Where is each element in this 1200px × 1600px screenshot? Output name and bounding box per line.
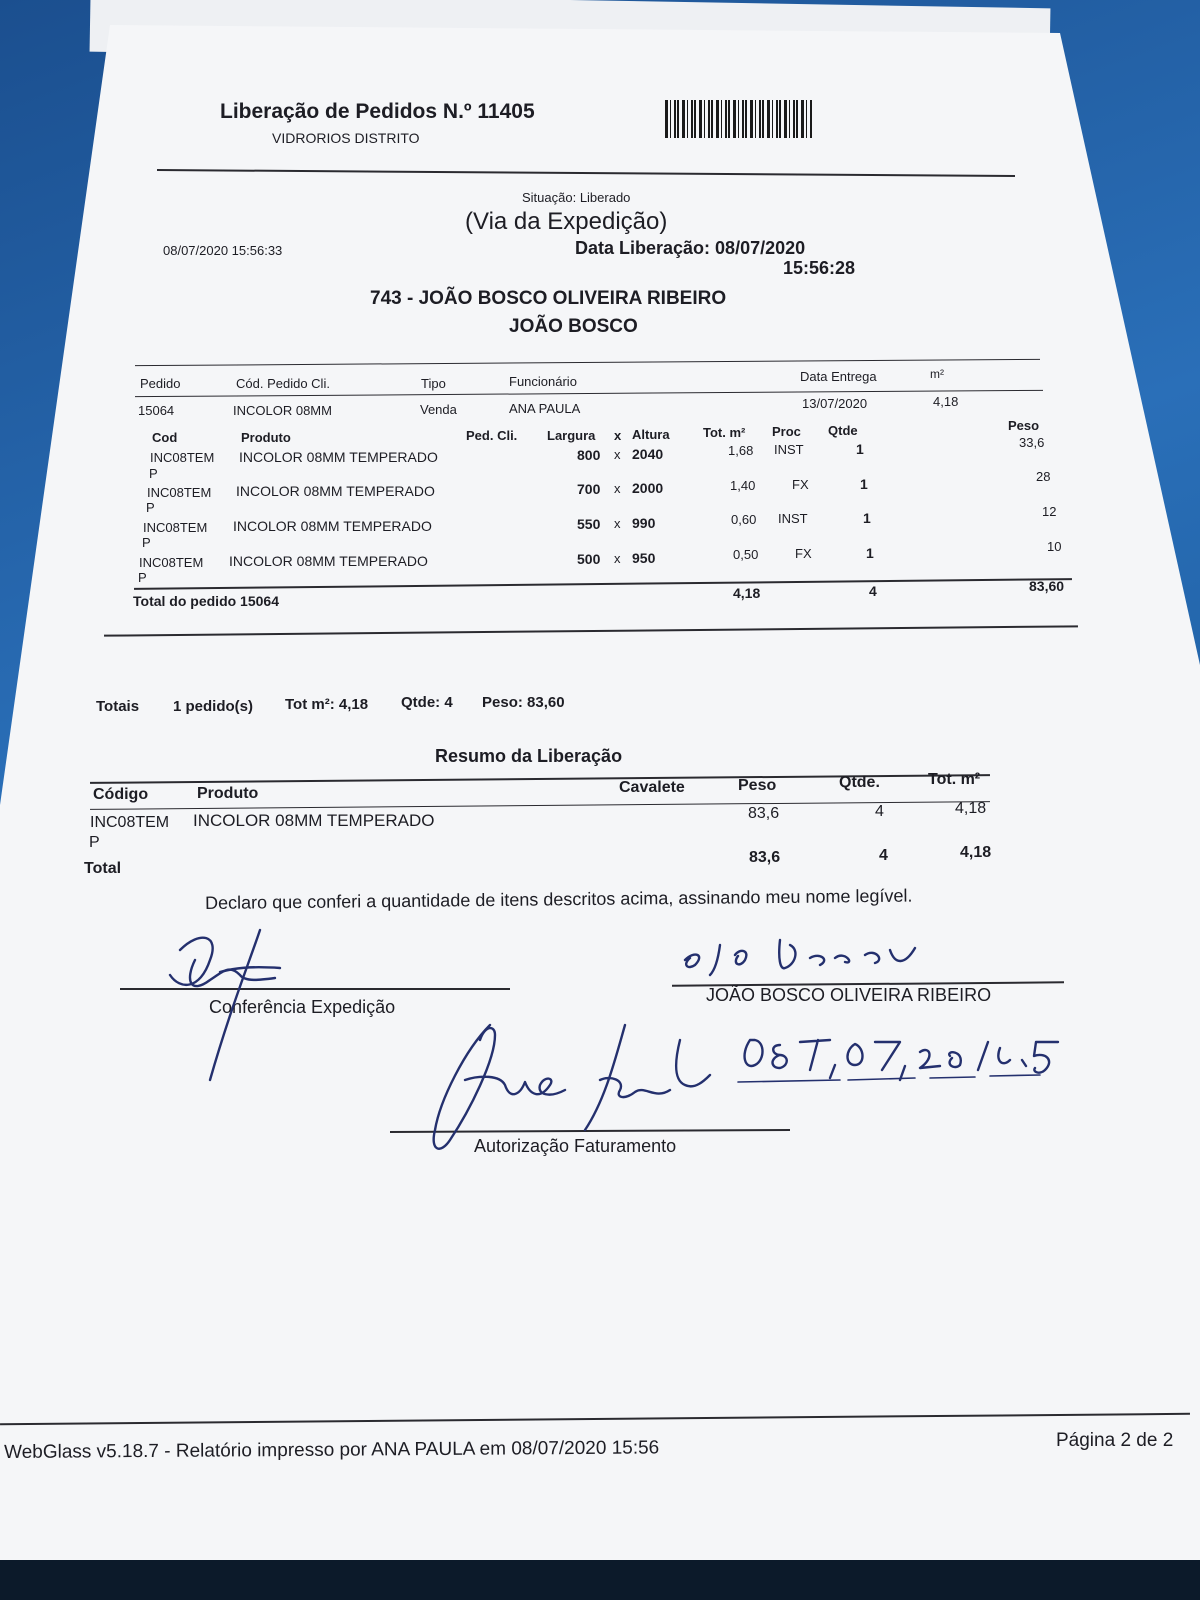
summary-tot-m2: 4,18 xyxy=(955,800,987,817)
items-col-tot-m2: Tot. m² xyxy=(703,425,746,440)
order-number: 15064 xyxy=(138,403,175,418)
item-altura: 990 xyxy=(632,515,656,531)
item-largura: 700 xyxy=(577,481,601,497)
summary-col-qtde: Qtde. xyxy=(839,774,880,791)
item-produto: INCOLOR 08MM TEMPERADO xyxy=(236,483,435,499)
conferencia-label: Conferência Expedição xyxy=(209,997,396,1017)
items-col-proc: Proc xyxy=(772,424,801,439)
item-qtde: 1 xyxy=(860,476,868,492)
handwritten-date xyxy=(740,1030,1060,1090)
item-cod-suffix: P xyxy=(149,466,158,481)
item-peso: 12 xyxy=(1042,504,1057,519)
document-title: Liberação de Pedidos N.º 11405 xyxy=(220,100,535,123)
item-largura: 500 xyxy=(577,551,601,567)
item-cod: INC08TEM xyxy=(150,450,215,465)
summary-total-label: Total xyxy=(84,860,122,877)
order-total-m2: 4,18 xyxy=(733,585,761,601)
summary-col-produto: Produto xyxy=(197,785,259,802)
item-largura: 800 xyxy=(577,447,601,463)
client-signature-name: JOÃO BOSCO OLIVEIRA RIBEIRO xyxy=(706,985,992,1005)
item-cod: INC08TEM xyxy=(139,555,204,570)
totals-qtde: Qtde: 4 xyxy=(401,694,453,711)
item-peso: 10 xyxy=(1047,539,1062,554)
totals-m2: Tot m²: 4,18 xyxy=(285,696,369,713)
conferencia-signature xyxy=(150,920,320,1090)
totals-orders: 1 pedido(s) xyxy=(173,698,254,715)
order-total-peso: 83,60 xyxy=(1029,578,1065,594)
items-col-produto: Produto xyxy=(241,430,291,445)
col-data-entrega: Data Entrega xyxy=(800,369,877,384)
item-qtde: 1 xyxy=(863,510,871,526)
item-altura: 950 xyxy=(632,550,656,566)
via-title: (Via da Expedição) xyxy=(465,208,668,235)
col-m2: m² xyxy=(930,367,944,381)
item-tot-m2: 1,40 xyxy=(730,478,756,493)
release-date: Data Liberação: 08/07/2020 xyxy=(575,238,806,258)
item-cod: INC08TEM xyxy=(147,485,212,500)
item-tot-m2: 0,60 xyxy=(731,512,757,527)
totals-peso: Peso: 83,60 xyxy=(482,694,565,711)
client-line: 743 - JOÃO BOSCO OLIVEIRA RIBEIRO xyxy=(370,288,727,309)
items-col-qtde: Qtde xyxy=(828,423,858,438)
declaration-text: Declaro que conferi a quantidade de itens descritos acima, assinando meu nome legível. xyxy=(205,885,913,913)
items-col-ped-cli: Ped. Cli. xyxy=(466,428,518,443)
summary-codigo: INC08TEM xyxy=(90,814,170,831)
summary-col-peso: Peso xyxy=(738,777,777,794)
item-qtde: 1 xyxy=(866,545,874,561)
item-proc: INST xyxy=(778,511,808,526)
client-short-name: JOÃO BOSCO xyxy=(509,316,638,337)
summary-col-cavalete: Cavalete xyxy=(619,779,685,796)
item-cod-suffix: P xyxy=(146,500,155,515)
release-time: 15:56:28 xyxy=(783,258,856,278)
item-cod-suffix: P xyxy=(138,570,147,585)
order-delivery-date: 13/07/2020 xyxy=(802,396,868,411)
item-peso: 28 xyxy=(1036,469,1051,484)
items-col-cod: Cod xyxy=(152,430,178,445)
summary-total-qtde: 4 xyxy=(879,847,888,864)
item-tot-m2: 1,68 xyxy=(728,443,754,458)
summary-total-tot-m2: 4,18 xyxy=(960,844,992,861)
autorizacao-signature xyxy=(425,1020,725,1170)
col-funcionario: Funcionário xyxy=(509,374,577,389)
items-col-x: x xyxy=(614,428,622,443)
barcode xyxy=(665,100,813,138)
order-client-code: INCOLOR 08MM xyxy=(233,403,332,418)
item-altura: 2000 xyxy=(632,480,664,496)
status-text: Situação: Liberado xyxy=(522,190,631,205)
autorizacao-label: Autorização Faturamento xyxy=(474,1136,677,1156)
items-col-altura: Altura xyxy=(632,427,670,442)
item-qtde: 1 xyxy=(856,441,864,457)
item-x: x xyxy=(614,447,621,462)
item-cod-suffix: P xyxy=(142,535,151,550)
item-cod: INC08TEM xyxy=(143,520,208,535)
order-total-qtde: 4 xyxy=(869,583,877,599)
printed-timestamp: 08/07/2020 15:56:33 xyxy=(163,243,283,258)
summary-total-peso: 83,6 xyxy=(749,849,781,866)
item-peso: 33,6 xyxy=(1019,435,1045,450)
item-produto: INCOLOR 08MM TEMPERADO xyxy=(233,518,432,534)
col-tipo: Tipo xyxy=(421,376,446,391)
item-x: x xyxy=(614,516,621,531)
item-altura: 2040 xyxy=(632,446,664,462)
order-total-label: Total do pedido 15064 xyxy=(133,593,279,609)
order-employee: ANA PAULA xyxy=(509,401,581,416)
item-proc: INST xyxy=(774,442,804,457)
summary-codigo-suffix: P xyxy=(89,834,100,851)
company-name: VIDRORIOS DISTRITO xyxy=(272,130,420,146)
items-col-largura: Largura xyxy=(547,428,596,443)
item-produto: INCOLOR 08MM TEMPERADO xyxy=(229,553,428,569)
item-proc: FX xyxy=(792,477,809,492)
col-pedido: Pedido xyxy=(140,376,181,391)
summary-col-codigo: Código xyxy=(93,786,149,803)
summary-title: Resumo da Liberação xyxy=(435,746,623,766)
summary-produto: INCOLOR 08MM TEMPERADO xyxy=(193,811,435,830)
summary-qtde: 4 xyxy=(875,803,884,820)
page-number: Página 2 de 2 xyxy=(1056,1430,1174,1451)
item-largura: 550 xyxy=(577,516,601,532)
totals-label: Totais xyxy=(96,698,140,715)
item-x: x xyxy=(614,481,621,496)
client-signature xyxy=(680,930,950,985)
summary-col-tot-m2: Tot. m² xyxy=(928,771,981,788)
order-type: Venda xyxy=(420,402,457,417)
item-tot-m2: 0,50 xyxy=(733,547,759,562)
item-proc: FX xyxy=(795,546,812,561)
items-col-peso: Peso xyxy=(1008,418,1040,433)
summary-peso: 83,6 xyxy=(748,805,780,822)
col-cod-pedido-cli: Cód. Pedido Cli. xyxy=(236,376,330,391)
item-x: x xyxy=(614,551,621,566)
item-produto: INCOLOR 08MM TEMPERADO xyxy=(239,449,438,465)
order-m2: 4,18 xyxy=(933,394,959,409)
footer-report-info: WebGlass v5.18.7 - Relatório impresso por ANA PAULA em 08/07/2020 15:56 xyxy=(4,1437,660,1463)
